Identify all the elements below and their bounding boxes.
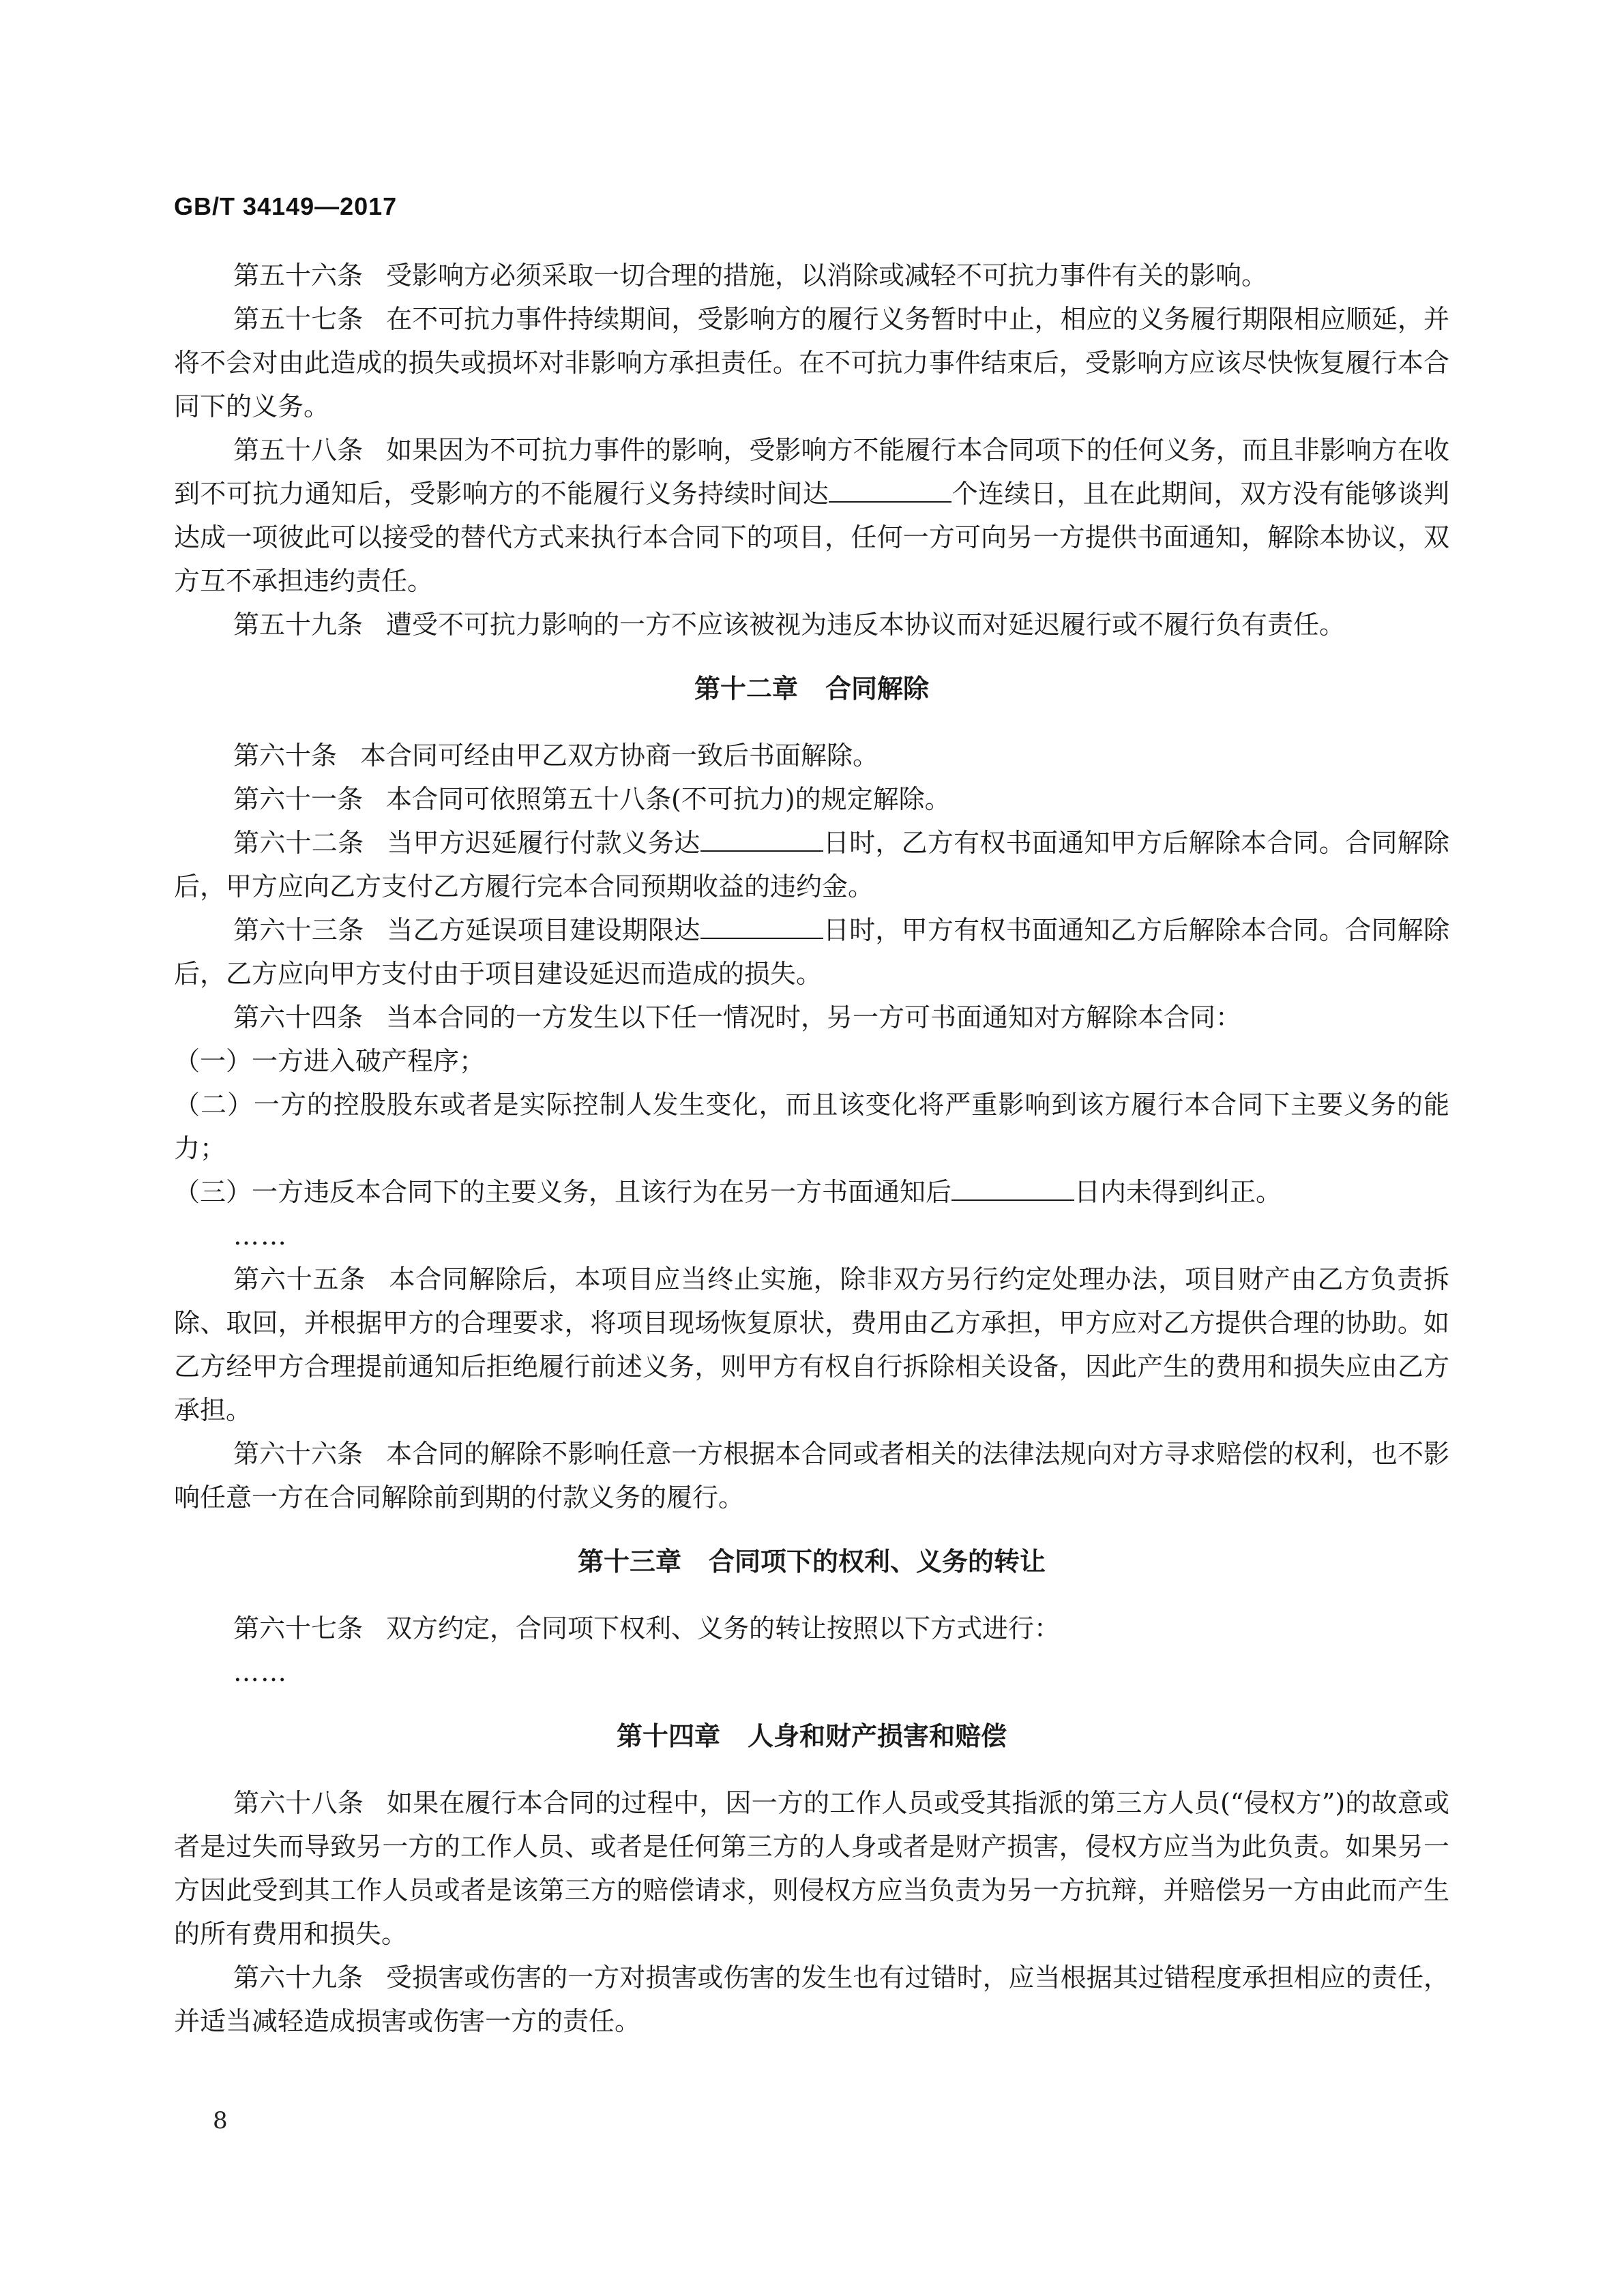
- chapter-number: 第十四章: [616, 1721, 720, 1751]
- article-number: 第六十条: [233, 741, 338, 771]
- article-number: 第六十二条: [233, 828, 364, 858]
- omission-ellipsis: ……: [233, 1221, 288, 1251]
- chapter-number: 第十三章: [577, 1547, 681, 1577]
- article-text-continued: 日时，甲方有权书面通知乙方后解除本合同。合同解除后，乙方应向甲方支付由于项目建设延迟而造成的损失。: [174, 915, 1449, 989]
- article-number: 第六十三条: [233, 915, 364, 945]
- article-64-item-3: [174, 1170, 1449, 1214]
- article-61: [174, 777, 1449, 821]
- item-text-continued: 日内未得到纠正。: [1074, 1177, 1282, 1207]
- article-text: 本合同的解除不影响任意一方根据本合同或者相关的法律法规向对方寻求赔偿的权利，也不影响任意一方在合同解除前到期的付款义务的履行。: [174, 1439, 1449, 1512]
- article-text: 当乙方延误项目建设期限达: [387, 915, 700, 945]
- article-text: 本合同解除后，本项目应当终止实施，除非双方另行约定处理办法，项目财产由乙方负责拆除、取回，并根据甲方的合理要求，将项目现场恢复原状，费用由乙方承担，甲方应对乙方提供合理的协助。如乙方经甲方合理提前通知后拒绝履行前述义务，则甲方有权自行拆除相关设备，因此产生的费用和损失应由乙方承担。: [174, 1264, 1449, 1425]
- article-number: 第六十一条: [233, 784, 364, 814]
- article-text: 本合同可依照第五十八条(不可抗力)的规定解除。: [386, 784, 951, 814]
- article-text: 如果因为不可抗力事件的影响，受影响方不能履行本合同项下的任何义务，而且非影响方在收到不可抗力通知后，受影响方的不能履行义务持续时间达: [174, 435, 1449, 509]
- fill-in-blank: [951, 1176, 1074, 1201]
- article-number: 第六十八条: [233, 1788, 364, 1818]
- article-63: [174, 908, 1449, 996]
- article-text: 受损害或伤害的一方对损害或伤害的发生也有过错时，应当根据其过错程度承担相应的责任，并适当减轻造成损害或伤害一方的责任。: [174, 1963, 1449, 2036]
- article-58: [174, 428, 1449, 603]
- fill-in-blank: [700, 914, 823, 939]
- article-64-item-2: （二）一方的控股股东或者是实际控制人发生变化，而且该变化将严重影响到该方履行本合同下主要义务的能力；: [174, 1090, 1449, 1163]
- article-65: [174, 1257, 1449, 1432]
- article-number: 第六十六条: [233, 1439, 364, 1469]
- article-text: 本合同可经由甲乙双方协商一致后书面解除。: [360, 741, 879, 771]
- article-60: [174, 734, 1449, 777]
- article-64-item-1: （一）一方进入破产程序；: [174, 1046, 486, 1076]
- chapter-title: 人身和财产损害和赔偿: [748, 1721, 1007, 1751]
- item-text: （三）一方违反本合同下的主要义务，且该行为在另一方书面通知后: [174, 1177, 952, 1207]
- article-text: 如果在履行本合同的过程中，因一方的工作人员或受其指派的第三方人员(“侵权方”)的故意或者是过失而导致另一方的工作人员、或者是任何第三方的人身或者是财产损害，侵权方应当为此负责。如果另一方因此受到其工作人员或者是该第三方的赔偿请求，则侵权方应当负责为另一方抗辩，并赔偿另一方由此而产生的所有费用和损失。: [174, 1788, 1449, 1949]
- chapter-title: 合同项下的权利、义务的转让: [709, 1547, 1046, 1577]
- article-number: 第六十七条: [233, 1613, 364, 1643]
- article-text-continued: 日时，乙方有权书面通知甲方后解除本合同。合同解除后，甲方应向乙方支付乙方履行完本合同预期收益的违约金。: [174, 828, 1449, 901]
- fill-in-blank: [829, 478, 951, 503]
- article-67: [174, 1607, 1449, 1650]
- article-text: 当本合同的一方发生以下任一情况时，另一方可书面通知对方解除本合同：: [386, 1002, 1242, 1032]
- document-body: [174, 254, 1449, 2043]
- article-69: [174, 1956, 1449, 2043]
- article-number: 第六十九条: [233, 1963, 364, 1993]
- article-57: [174, 297, 1449, 428]
- article-text: 在不可抗力事件持续期间，受影响方的履行义务暂时中止，相应的义务履行期限相应顺延，并将不会对由此造成的损失或损坏对非影响方承担责任。在不可抗力事件结束后，受影响方应该尽快恢复履行本合同下的义务。: [174, 304, 1449, 421]
- article-number: 第五十六条: [233, 260, 364, 290]
- article-number: 第五十九条: [233, 610, 364, 640]
- standard-number-header: GB/T 34149—2017: [174, 192, 398, 220]
- article-66: [174, 1432, 1449, 1519]
- article-number: 第五十七条: [233, 304, 364, 334]
- fill-in-blank: [700, 827, 823, 852]
- chapter-12-heading: [174, 667, 1449, 711]
- chapter-14-heading: [174, 1714, 1449, 1758]
- chapter-13-heading: [174, 1540, 1449, 1583]
- chapter-title: 合同解除: [825, 674, 930, 704]
- article-text: 双方约定，合同项下权利、义务的转让按照以下方式进行：: [386, 1613, 1061, 1643]
- omission-ellipsis: ……: [233, 1657, 288, 1687]
- article-56: [174, 254, 1449, 297]
- article-text-continued: 个连续日，且在此期间，双方没有能够谈判达成一项彼此可以接受的替代方式来执行本合同下的项目，任何一方可向另一方提供书面通知，解除本协议，双方互不承担违约责任。: [174, 479, 1449, 596]
- article-number: 第六十四条: [233, 1002, 364, 1032]
- article-62: [174, 821, 1449, 908]
- article-text: 受影响方必须采取一切合理的措施，以消除或减轻不可抗力事件有关的影响。: [386, 260, 1268, 290]
- article-68: [174, 1781, 1449, 1956]
- article-64: [174, 996, 1449, 1039]
- article-59: [174, 603, 1449, 646]
- article-text: 遭受不可抗力影响的一方不应该被视为违反本协议而对延迟履行或不履行负有责任。: [386, 610, 1346, 640]
- page-number: 8: [213, 2107, 228, 2134]
- article-number: 第六十五条: [233, 1264, 366, 1294]
- chapter-number: 第十二章: [694, 674, 798, 704]
- article-number: 第五十八条: [233, 435, 364, 465]
- article-text: 当甲方迟延履行付款义务达: [387, 828, 700, 858]
